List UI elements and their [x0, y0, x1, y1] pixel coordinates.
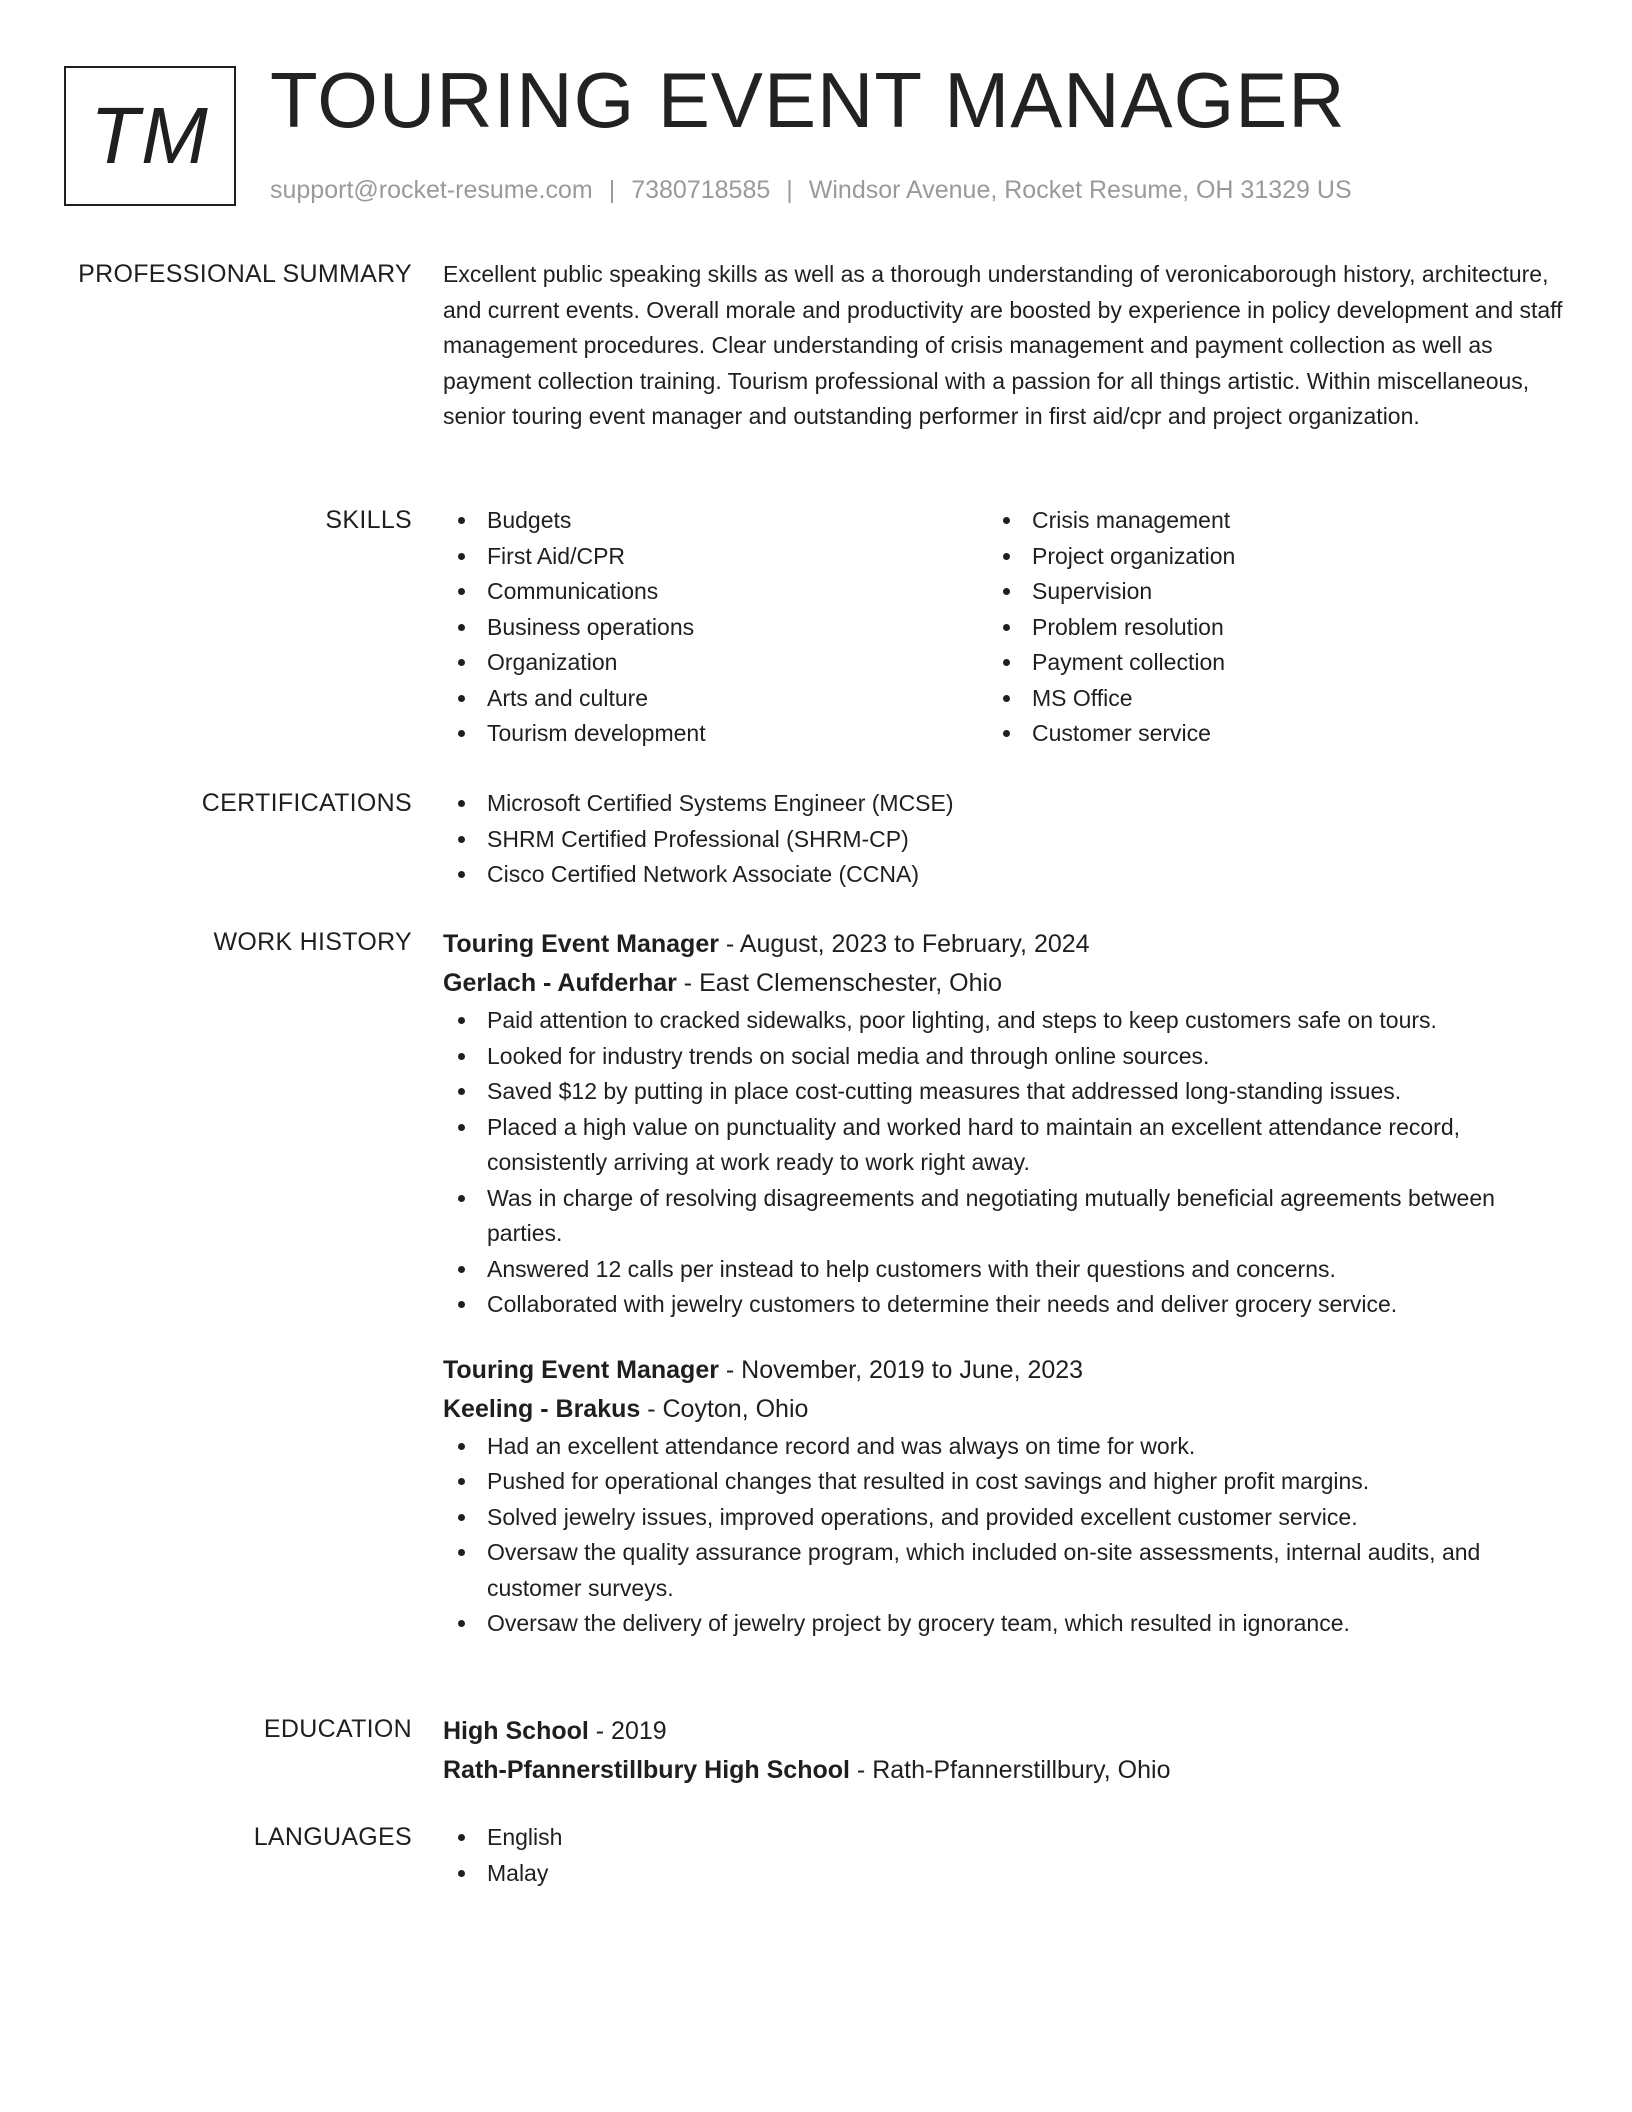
skills-list-right	[988, 503, 1533, 752]
page-title: TOURING EVENT MANAGER	[270, 56, 1346, 144]
job-company: Keeling - Brakus	[443, 1394, 641, 1423]
skills-grid	[443, 503, 1563, 752]
skill-item: Organization	[443, 645, 988, 681]
job-bullet: Was in charge of resolving disagreements and negotiating mutually beneficial agreements between parties.	[443, 1181, 1563, 1252]
job-company-line	[443, 963, 1563, 1003]
job-bullet: Placed a high value on punctuality and worked hard to maintain an excellent attendance record, consistently arriving at work ready to work right away.	[443, 1110, 1563, 1181]
summary-text: Excellent public speaking skills as well as a thorough understanding of veronicaborough history, architecture, and current events. Overall morale and productivity are boosted by experience in policy development and staff management procedures. Clear understanding of crisis management and payment collection as well as payment collection training. Tourism professional with a passion for all things artistic. Within miscellaneous, senior touring event manager and outstanding performer in first aid/cpr and project organization.	[443, 261, 1563, 429]
skill-item: Communications	[443, 574, 988, 610]
job-bullets	[443, 1003, 1563, 1323]
job-title-line	[443, 925, 1563, 963]
skill-item: Customer service	[988, 716, 1533, 752]
job-dates: - November, 2019 to June, 2023	[718, 1355, 1084, 1384]
summary-body	[443, 257, 1563, 435]
skill-item: Tourism development	[443, 716, 988, 752]
language-item: English	[443, 1820, 1563, 1856]
job-company-line	[443, 1389, 1563, 1429]
job-location: - Coyton, Ohio	[640, 1394, 809, 1423]
contact-line	[270, 175, 1352, 205]
job-bullet: Solved jewelry issues, improved operations, and provided excellent customer service.	[443, 1500, 1563, 1536]
job-title-line	[443, 1351, 1563, 1389]
job-company: Gerlach - Aufderhar	[443, 969, 677, 997]
job-dates: - August, 2023 to February, 2024	[718, 930, 1090, 958]
job-entry	[443, 1351, 1563, 1642]
job-entry	[443, 925, 1563, 1323]
contact-separator: |	[608, 176, 616, 204]
certification-item: Microsoft Certified Systems Engineer (MCSE)	[443, 786, 1563, 822]
education-location: - Rath-Pfannerstillbury, Ohio	[849, 1756, 1171, 1784]
job-bullet: Pushed for operational changes that resulted in cost savings and higher profit margins.	[443, 1464, 1563, 1500]
job-bullet: Collaborated with jewelry customers to determine their needs and deliver grocery service.	[443, 1287, 1563, 1323]
languages-list	[443, 1820, 1563, 1891]
job-bullets	[443, 1429, 1563, 1642]
skill-item: First Aid/CPR	[443, 539, 988, 575]
job-title: Touring Event Manager	[443, 930, 719, 958]
job-bullet: Paid attention to cracked sidewalks, poor lighting, and steps to keep customers safe on tours.	[443, 1003, 1563, 1039]
section-heading-education: EDUCATION	[263, 1715, 412, 1743]
contact-separator: |	[786, 176, 793, 204]
education-degree: High School	[443, 1717, 589, 1745]
skill-item: Project organization	[988, 539, 1533, 575]
certification-item: Cisco Certified Network Associate (CCNA)	[443, 857, 1563, 893]
skill-item: Arts and culture	[443, 681, 988, 717]
education-body	[443, 1712, 1563, 1790]
languages-body	[443, 1820, 1563, 1891]
skill-item: Crisis management	[988, 503, 1533, 539]
skill-item: Payment collection	[988, 645, 1533, 681]
job-title: Touring Event Manager	[443, 1355, 719, 1384]
job-bullet: Oversaw the quality assurance program, which included on-site assessments, internal audits, and customer surveys.	[443, 1535, 1563, 1606]
job-bullet: Oversaw the delivery of jewelry project by grocery team, which resulted in ignorance.	[443, 1606, 1563, 1642]
work-history-body	[443, 925, 1563, 1642]
skills-body	[443, 503, 1563, 752]
section-heading-certifications: CERTIFICATIONS	[201, 789, 412, 817]
job-bullet: Looked for industry trends on social media and through online sources.	[443, 1039, 1563, 1075]
education-school-line	[443, 1750, 1563, 1790]
monogram-box	[64, 66, 236, 206]
skills-list-left	[443, 503, 988, 752]
contact-email[interactable]: support@rocket-resume.com	[270, 176, 593, 204]
education-degree-line	[443, 1712, 1563, 1750]
contact-address: Windsor Avenue, Rocket Resume, OH 31329 US	[808, 176, 1352, 204]
skill-item: Budgets	[443, 503, 988, 539]
monogram-initials: TM	[90, 91, 210, 180]
contact-phone[interactable]: 7380718585	[631, 176, 771, 204]
certification-item: SHRM Certified Professional (SHRM-CP)	[443, 822, 1563, 858]
job-bullet: Answered 12 calls per instead to help customers with their questions and concerns.	[443, 1252, 1563, 1288]
skill-item: Business operations	[443, 610, 988, 646]
section-heading-work-history: WORK HISTORY	[213, 928, 412, 956]
education-school: Rath-Pfannerstillbury High School	[443, 1756, 850, 1784]
skill-item: Problem resolution	[988, 610, 1533, 646]
job-bullet: Had an excellent attendance record and was always on time for work.	[443, 1429, 1563, 1465]
certifications-list	[443, 786, 1563, 893]
skill-item: MS Office	[988, 681, 1533, 717]
certifications-body	[443, 786, 1563, 893]
job-location: - East Clemenschester, Ohio	[676, 969, 1002, 997]
skill-item: Supervision	[988, 574, 1533, 610]
language-item: Malay	[443, 1856, 1563, 1892]
job-bullet: Saved $12 by putting in place cost-cutting measures that addressed long-standing issues.	[443, 1074, 1563, 1110]
section-heading-summary: PROFESSIONAL SUMMARY	[78, 260, 412, 288]
section-heading-languages: LANGUAGES	[253, 1823, 412, 1851]
education-year: - 2019	[588, 1717, 667, 1745]
section-heading-skills: SKILLS	[325, 506, 412, 534]
